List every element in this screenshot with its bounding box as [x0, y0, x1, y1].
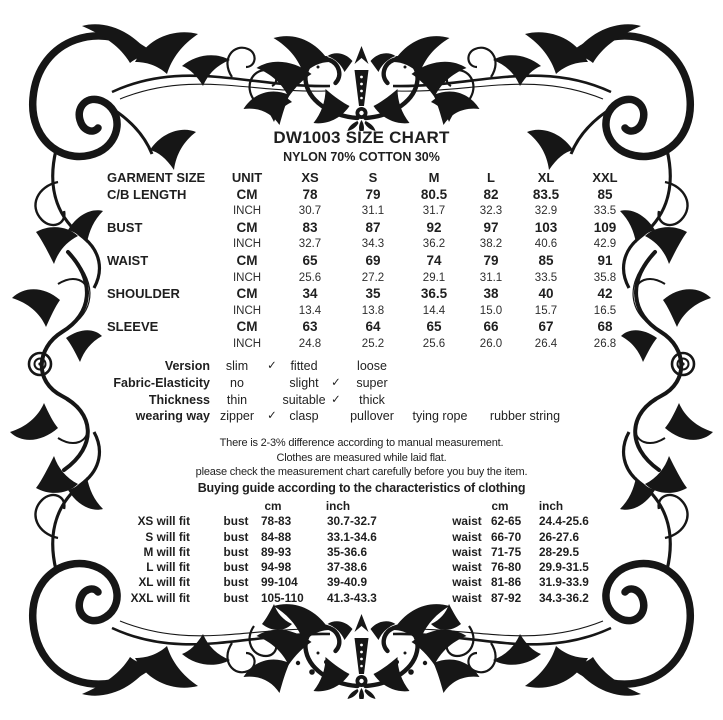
table-row-bust-inch [104, 236, 636, 253]
inch-value: 29.1 [422, 271, 446, 284]
waist-cm-range: 62-65 [491, 514, 522, 529]
cm-value: 42 [597, 286, 613, 302]
attribute-option: zipper [219, 409, 255, 424]
inch-value: 31.1 [479, 271, 503, 284]
check-icon [328, 408, 344, 425]
inch-value: 33.5 [534, 271, 558, 284]
inch-value: 13.8 [361, 304, 385, 317]
measurement-label-empty [104, 270, 216, 287]
table-row-bust-cm [104, 220, 636, 237]
bust-inch-range: 35-36.6 [327, 544, 368, 559]
inch-value: 26.0 [479, 337, 503, 350]
inch-value: 38.2 [479, 238, 503, 251]
cm-value: 64 [365, 319, 381, 335]
column-header-xxl: XXL [592, 170, 618, 185]
inch-value: 24.8 [298, 337, 322, 350]
bust-inch-range: 33.1-34.6 [327, 529, 377, 544]
table-row-cb-length-cm [104, 187, 636, 204]
unit-label: INCH [232, 205, 262, 218]
inch-value: 31.1 [361, 205, 385, 218]
unit-label: CM [236, 186, 258, 202]
inch-value: 42.9 [593, 238, 617, 251]
cm-value: 35 [365, 286, 381, 302]
cm-value: 68 [597, 319, 613, 335]
measurement-label-empty [104, 236, 216, 253]
attribute-option: slight [289, 375, 319, 390]
waist-label: waist [452, 560, 482, 575]
waist-label: waist [452, 529, 482, 544]
guide-size-label: XL will fit [138, 575, 190, 590]
inch-value: 15.7 [534, 304, 558, 317]
attribute-label: wearing way [135, 409, 210, 424]
note-line: please check the measurement chart carefully before you buy the item. [195, 466, 528, 479]
waist-inch-range: 29.9-31.5 [539, 560, 589, 575]
guide-row-m [120, 545, 620, 560]
attribute-option [480, 375, 570, 392]
measurement-label: C/B LENGTH [107, 186, 187, 202]
inch-value: 32.9 [534, 205, 558, 218]
waist-inch-range: 31.9-33.9 [539, 575, 589, 590]
guide-row-xs [120, 514, 620, 529]
inch-value: 32.3 [479, 205, 503, 218]
cm-value: 66 [483, 319, 499, 335]
cm-value: 40 [538, 286, 554, 302]
attribute-row-wearing-way [0, 408, 600, 425]
table-row-waist-inch [104, 270, 636, 287]
table-header-row [104, 170, 636, 187]
unit-label: CM [236, 286, 258, 302]
attribute-label: Fabric-Elasticity [113, 375, 210, 390]
measurement-label-empty [104, 203, 216, 220]
bust-label: bust [223, 544, 249, 559]
cm-value: 85 [538, 252, 554, 268]
unit-label: INCH [232, 304, 262, 317]
waist-label: waist [452, 544, 482, 559]
cm-value: 109 [593, 219, 617, 235]
cm-value: 83 [302, 219, 318, 235]
cm-value: 65 [302, 252, 318, 268]
attribute-option: tying rope [412, 409, 468, 424]
guide-size-label: M will fit [143, 544, 190, 559]
measurement-label-empty [104, 336, 216, 353]
bust-label: bust [223, 560, 249, 575]
inch-value: 26.4 [534, 337, 558, 350]
cm-value: 91 [597, 252, 613, 268]
attribute-option: rubber string [489, 409, 561, 424]
check-icon [328, 358, 344, 375]
waist-label: waist [452, 575, 482, 590]
guide-size-label: L will fit [146, 560, 190, 575]
measurement-label: BUST [107, 219, 143, 235]
bust-cm-range: 78-83 [261, 514, 292, 529]
guide-header-cm: cm [491, 499, 509, 513]
fabric-composition: NYLON 70% COTTON 30% [283, 150, 440, 164]
note-line: There is 2-3% difference according to manual measurement. [219, 437, 504, 449]
bust-cm-range: 84-88 [261, 529, 292, 544]
cm-value: 69 [365, 252, 381, 268]
cm-value: 97 [483, 219, 499, 235]
cm-value: 85 [597, 186, 613, 202]
clothing-attributes [0, 358, 600, 425]
attribute-option: no [230, 375, 244, 390]
waist-cm-range: 66-70 [491, 529, 522, 544]
attribute-option: super [356, 375, 388, 390]
cm-value: 82 [483, 186, 499, 202]
bust-cm-range: 105-110 [261, 590, 304, 605]
bust-cm-range: 94-98 [261, 560, 292, 575]
cm-value: 78 [302, 186, 318, 202]
table-row-sleeve-cm [104, 319, 636, 336]
check-icon: ✓ [331, 393, 341, 406]
inch-value: 25.6 [422, 337, 446, 350]
bust-label: bust [223, 575, 249, 590]
attribute-option [400, 358, 480, 375]
cm-value: 65 [426, 319, 442, 335]
table-row-waist-cm [104, 253, 636, 270]
cm-value: 67 [538, 319, 554, 335]
attribute-option: pullover [350, 409, 394, 424]
waist-cm-range: 71-75 [491, 544, 522, 559]
bust-cm-range: 89-93 [261, 544, 292, 559]
check-icon: ✓ [267, 410, 277, 423]
inch-value: 27.2 [361, 271, 385, 284]
unit-label: CM [236, 252, 258, 268]
cm-value: 103 [534, 219, 558, 235]
attribute-row-fabric-elasticity [0, 375, 600, 392]
buying-guide-table [120, 499, 620, 606]
unit-label: CM [236, 219, 258, 235]
guide-header-cm: cm [264, 499, 282, 513]
attribute-option: loose [357, 359, 387, 373]
attribute-option [400, 375, 480, 392]
column-header-m: M [428, 170, 440, 185]
bust-inch-range: 41.3-43.3 [327, 590, 377, 605]
table-row-cb-length-inch [104, 203, 636, 220]
column-header-s: S [368, 170, 378, 185]
unit-label: INCH [232, 337, 262, 350]
attribute-option: thin [226, 392, 248, 407]
attribute-row-version [0, 358, 600, 375]
bust-inch-range: 39-40.9 [327, 575, 368, 590]
inch-value: 33.5 [593, 205, 617, 218]
cm-value: 74 [426, 252, 442, 268]
cm-value: 36.5 [420, 286, 448, 302]
waist-cm-range: 87-92 [491, 590, 522, 605]
bust-label: bust [223, 590, 249, 605]
column-header-garment-size: GARMENT SIZE [107, 170, 206, 185]
guide-header-row [120, 499, 620, 514]
cm-value: 79 [365, 186, 381, 202]
column-header-unit: UNIT [231, 170, 263, 185]
cm-value: 38 [483, 286, 499, 302]
bust-cm-range: 99-104 [261, 575, 298, 590]
inch-value: 16.5 [593, 304, 617, 317]
attribute-option: clasp [289, 409, 319, 424]
waist-cm-range: 81-86 [491, 575, 522, 590]
check-icon: ✓ [267, 360, 277, 372]
check-icon [264, 392, 280, 409]
measurement-notes [0, 436, 723, 497]
column-header-l: L [487, 170, 495, 185]
page-title: DW1003 SIZE CHART [273, 128, 450, 147]
inch-value: 35.8 [593, 271, 617, 284]
inch-value: 14.4 [422, 304, 446, 317]
inch-value: 30.7 [298, 205, 322, 218]
attribute-option: slim [225, 359, 249, 373]
bust-inch-range: 30.7-32.7 [327, 514, 377, 529]
bust-label: bust [223, 514, 249, 529]
measurement-label: SLEEVE [107, 319, 159, 335]
cm-value: 80.5 [420, 186, 448, 202]
guide-size-label: S will fit [145, 529, 190, 544]
bust-label: bust [223, 529, 249, 544]
waist-inch-range: 28-29.5 [539, 544, 580, 559]
guide-size-label: XXL will fit [130, 590, 190, 605]
guide-size-label: XS will fit [137, 514, 190, 529]
cm-value: 79 [483, 252, 499, 268]
cm-value: 34 [302, 286, 318, 302]
waist-cm-range: 76-80 [491, 560, 522, 575]
guide-header-inch: inch [325, 499, 351, 513]
cm-value: 83.5 [532, 186, 560, 202]
attribute-option [480, 358, 570, 375]
bust-inch-range: 37-38.6 [327, 560, 368, 575]
unit-label: CM [236, 319, 258, 335]
waist-label: waist [452, 514, 482, 529]
inch-value: 25.6 [298, 271, 322, 284]
guide-row-xxl [120, 591, 620, 606]
column-header-xs: XS [301, 170, 319, 185]
table-row-shoulder-inch [104, 303, 636, 320]
column-header-xl: XL [537, 170, 555, 185]
inch-value: 13.4 [298, 304, 322, 317]
guide-row-l [120, 560, 620, 575]
measurement-label: WAIST [107, 252, 149, 268]
measurement-label: SHOULDER [107, 286, 180, 302]
unit-label: INCH [232, 238, 262, 251]
inch-value: 26.8 [593, 337, 617, 350]
waist-label: waist [452, 590, 482, 605]
inch-value: 32.7 [298, 238, 322, 251]
inch-value: 15.0 [479, 304, 503, 317]
waist-inch-range: 34.3-36.2 [539, 590, 589, 605]
inch-value: 36.2 [422, 238, 446, 251]
attribute-option [480, 392, 570, 409]
cm-value: 92 [426, 219, 442, 235]
attribute-label: Thickness [148, 392, 210, 407]
inch-value: 25.2 [361, 337, 385, 350]
waist-inch-range: 24.4-25.6 [539, 514, 589, 529]
table-row-shoulder-cm [104, 286, 636, 303]
attribute-option: fitted [290, 359, 318, 373]
attribute-option: thick [359, 392, 385, 407]
unit-label: INCH [232, 271, 262, 284]
guide-row-s [120, 530, 620, 545]
measurement-label-empty [104, 303, 216, 320]
inch-value: 40.6 [534, 238, 558, 251]
check-icon: ✓ [331, 376, 341, 389]
attribute-label: Version [164, 359, 210, 373]
guide-header-inch: inch [538, 499, 564, 513]
guide-row-xl [120, 575, 620, 590]
waist-inch-range: 26-27.6 [539, 529, 580, 544]
attribute-option [400, 392, 480, 409]
note-line: Clothes are measured while laid flat. [276, 451, 447, 464]
garment-size-table [104, 170, 636, 353]
attribute-row-thickness [0, 392, 600, 409]
cm-value: 87 [365, 219, 381, 235]
cm-value: 63 [302, 319, 318, 335]
table-row-sleeve-inch [104, 336, 636, 353]
inch-value: 34.3 [361, 238, 385, 251]
inch-value: 31.7 [422, 205, 446, 218]
attribute-option: suitable [282, 392, 326, 407]
buying-guide-title: Buying guide according to the characteristics of clothing [197, 480, 526, 495]
check-icon [264, 375, 280, 392]
